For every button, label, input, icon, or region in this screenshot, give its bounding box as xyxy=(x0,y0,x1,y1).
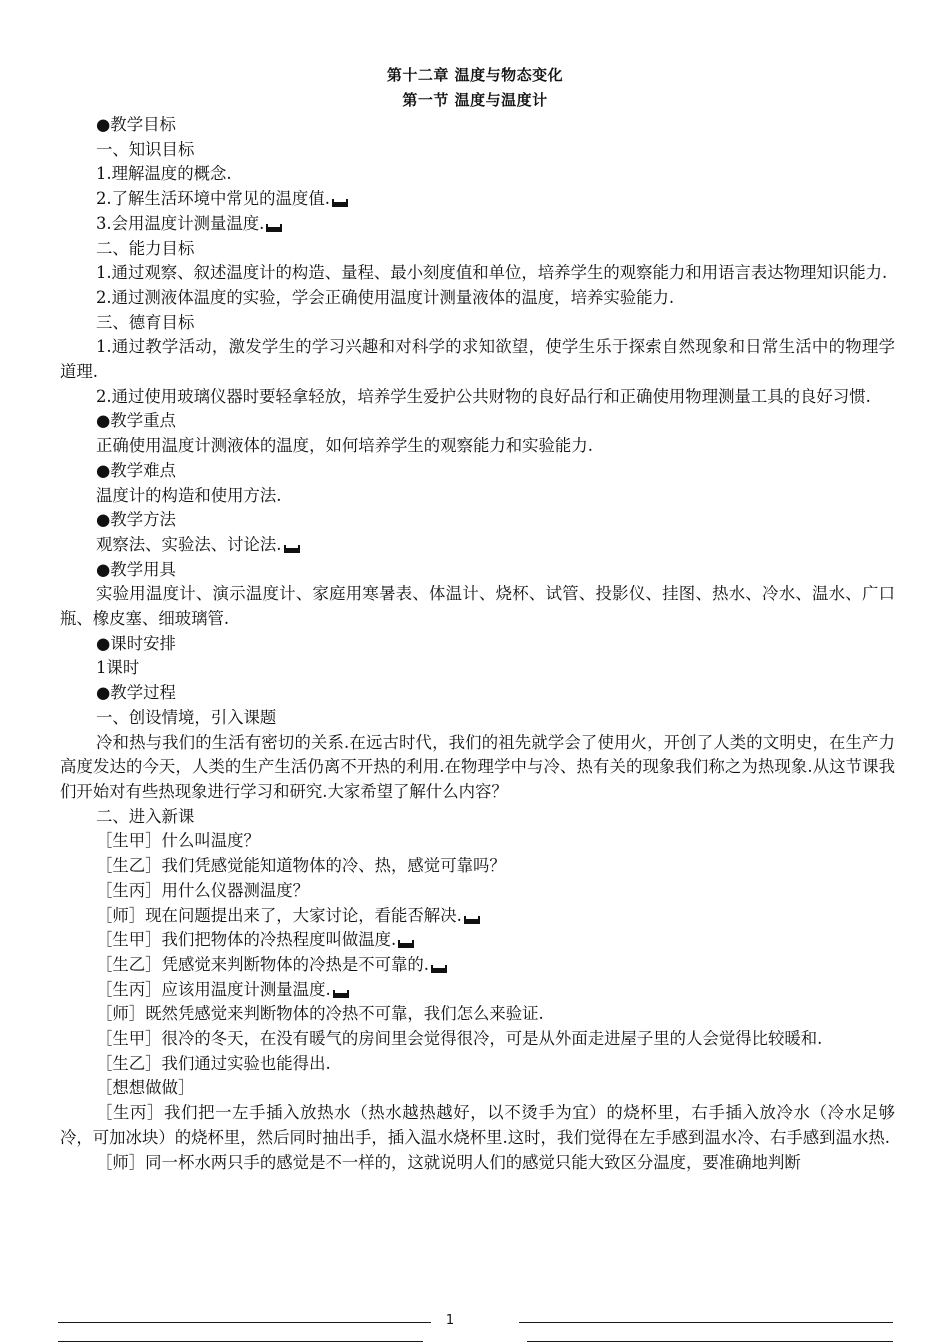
paragraph-text: 二、进入新课 xyxy=(96,806,195,826)
paragraph xyxy=(60,829,895,854)
paragraph xyxy=(60,1052,895,1077)
paragraph-text: 实验用温度计、演示温度计、家庭用寒暑表、体温计、烧杯、试管、投影仪、挂图、热水、冷水、温水、广口瓶、橡皮塞、细玻璃管. xyxy=(60,584,895,629)
paragraph xyxy=(60,286,895,311)
paragraph-text: 观察法、实验法、讨论法. xyxy=(96,534,282,554)
paragraph-text: 2.通过使用玻璃仪器时要轻拿轻放，培养学生爱护公共财物的良好品行和正确使用物理测量工具的良好习惯. xyxy=(96,386,871,406)
paragraph xyxy=(60,805,895,830)
paragraph xyxy=(60,335,895,384)
paragraph xyxy=(60,385,895,410)
paragraph-text: 三、德育目标 xyxy=(96,312,195,332)
placeholder-mark-icon xyxy=(431,965,447,973)
paragraph-text: ［生乙］我们凭感觉能知道物体的冷、热，感觉可靠吗？ xyxy=(96,856,506,876)
footer-divider xyxy=(519,1322,893,1323)
paragraph xyxy=(60,212,895,237)
paragraph-text: ［想想做做］ xyxy=(96,1078,195,1098)
paragraph-text: ●教学用具 xyxy=(96,559,176,579)
paragraph-text: ［生乙］凭感觉来判断物体的冷热是不可靠的. xyxy=(96,954,430,974)
paragraph xyxy=(60,434,895,459)
paragraph-text: ●教学过程 xyxy=(96,683,176,703)
paragraph xyxy=(60,508,895,533)
paragraph-text: 1.通过教学活动，激发学生的学习兴趣和对科学的求知欲望，使学生乐于探索自然现象和日常生活中的物理学道理. xyxy=(60,337,895,382)
placeholder-mark-icon xyxy=(266,224,282,232)
paragraph-text: ●教学难点 xyxy=(96,460,176,480)
paragraph xyxy=(60,1027,895,1052)
paragraph-text: 2.通过测液体温度的实验，学会正确使用温度计测量液体的温度，培养实验能力. xyxy=(96,287,675,307)
paragraph-text: 1.理解温度的概念. xyxy=(96,164,232,184)
paragraph-text: ［生丙］用什么仪器测温度？ xyxy=(96,880,310,900)
placeholder-mark-icon xyxy=(398,940,414,948)
paragraph-text: 1课时 xyxy=(96,658,140,678)
paragraph-text: ［生甲］我们把物体的冷热程度叫做温度. xyxy=(96,930,397,950)
paragraph-text: ［生乙］我们通过实验也能得出. xyxy=(96,1053,331,1073)
paragraph-text: 二、能力目标 xyxy=(96,238,195,258)
paragraph xyxy=(60,533,895,558)
paragraph xyxy=(60,113,895,138)
paragraph xyxy=(60,484,895,509)
paragraph-text: 一、创设情境，引入课题 xyxy=(96,707,277,727)
paragraph xyxy=(60,138,895,163)
paragraph xyxy=(60,1151,895,1176)
paragraph-text: 正确使用温度计测液体的温度，如何培养学生的观察能力和实验能力. xyxy=(96,436,593,456)
paragraph xyxy=(60,904,895,929)
paragraph-text: 冷和热与我们的生活有密切的关系.在远古时代，我们的祖先就学会了使用火，开创了人类的文明史，在生产力高度发达的今天，人类的生产生活仍离不开热的利用.在物理学中与冷、热有关的现象我们称之为热现象.从这节课我们开始对有些热现象进行学习和研究.大家希望了解什么内容？ xyxy=(60,732,895,801)
paragraph xyxy=(60,311,895,336)
paragraph-text: ［师］现在问题提出来了，大家讨论，看能否解决. xyxy=(96,905,462,925)
paragraph xyxy=(60,409,895,434)
paragraph xyxy=(60,953,895,978)
paragraph-text: ［师］同一杯水两只手的感觉是不一样的，这就说明人们的感觉只能大致区分温度，要准确地判断 xyxy=(96,1152,801,1172)
chapter-title: 第十二章 温度与物态变化 xyxy=(386,66,564,84)
paragraph xyxy=(60,731,895,805)
paragraph-text: ［生丙］应该用温度计测量温度. xyxy=(96,979,331,999)
paragraph xyxy=(60,978,895,1003)
footer-divider xyxy=(58,1322,431,1323)
paragraph xyxy=(60,261,895,286)
paragraph xyxy=(60,1002,895,1027)
paragraph-text: ●课时安排 xyxy=(96,633,176,653)
paragraph xyxy=(60,558,895,583)
paragraph-text: 2.了解生活环境中常见的温度值. xyxy=(96,189,330,209)
paragraph-text: 一、知识目标 xyxy=(96,139,195,159)
paragraph xyxy=(60,879,895,904)
paragraph xyxy=(60,459,895,484)
placeholder-mark-icon xyxy=(332,199,348,207)
paragraph xyxy=(60,706,895,731)
paragraph xyxy=(60,854,895,879)
paragraph xyxy=(60,1076,895,1101)
paragraph-text: 温度计的构造和使用方法. xyxy=(96,485,282,505)
paragraph xyxy=(60,237,895,262)
paragraph-text: ［生甲］什么叫温度？ xyxy=(96,831,260,851)
placeholder-mark-icon xyxy=(284,545,300,553)
footer-divider xyxy=(58,1341,423,1342)
paragraph-text: ●教学目标 xyxy=(96,115,176,134)
paragraph-text: ［生甲］很冷的冬天，在没有暖气的房间里会觉得很冷，可是从外面走进屋子里的人会觉得比较暖和. xyxy=(96,1029,823,1049)
paragraph xyxy=(60,656,895,681)
paragraph-text: ●教学方法 xyxy=(96,510,176,530)
paragraph-text: 1.通过观察、叙述温度计的构造、量程、最小刻度值和单位，培养学生的观察能力和用语言表达物理知识能力. xyxy=(96,263,888,283)
paragraph xyxy=(60,187,895,212)
paragraph-text: ［师］既然凭感觉来判断物体的冷热不可靠，我们怎么来验证. xyxy=(96,1004,544,1024)
section-title: 第一节 温度与温度计 xyxy=(402,91,548,109)
paragraph xyxy=(60,632,895,657)
paragraph-text: ●教学重点 xyxy=(96,411,176,431)
paragraph-text: ［生丙］我们把一左手插入放热水（热水越热越好，以不烫手为宜）的烧杯里，右手插入放冷水（冷水足够冷，可加冰块）的烧杯里，然后同时抽出手，插入温水烧杯里.这时，我们觉得在左手感到温水冷、右手感到温水热. xyxy=(60,1103,895,1147)
paragraph xyxy=(60,582,895,631)
page-number: 1 xyxy=(445,1313,455,1328)
placeholder-mark-icon xyxy=(333,990,349,998)
paragraph xyxy=(60,1101,895,1150)
paragraph-text: 3.会用温度计测量温度. xyxy=(96,213,265,233)
placeholder-mark-icon xyxy=(464,916,480,924)
paragraph xyxy=(60,681,895,706)
document-body xyxy=(60,113,895,1175)
paragraph xyxy=(60,162,895,187)
paragraph xyxy=(60,928,895,953)
footer-divider xyxy=(527,1341,893,1342)
